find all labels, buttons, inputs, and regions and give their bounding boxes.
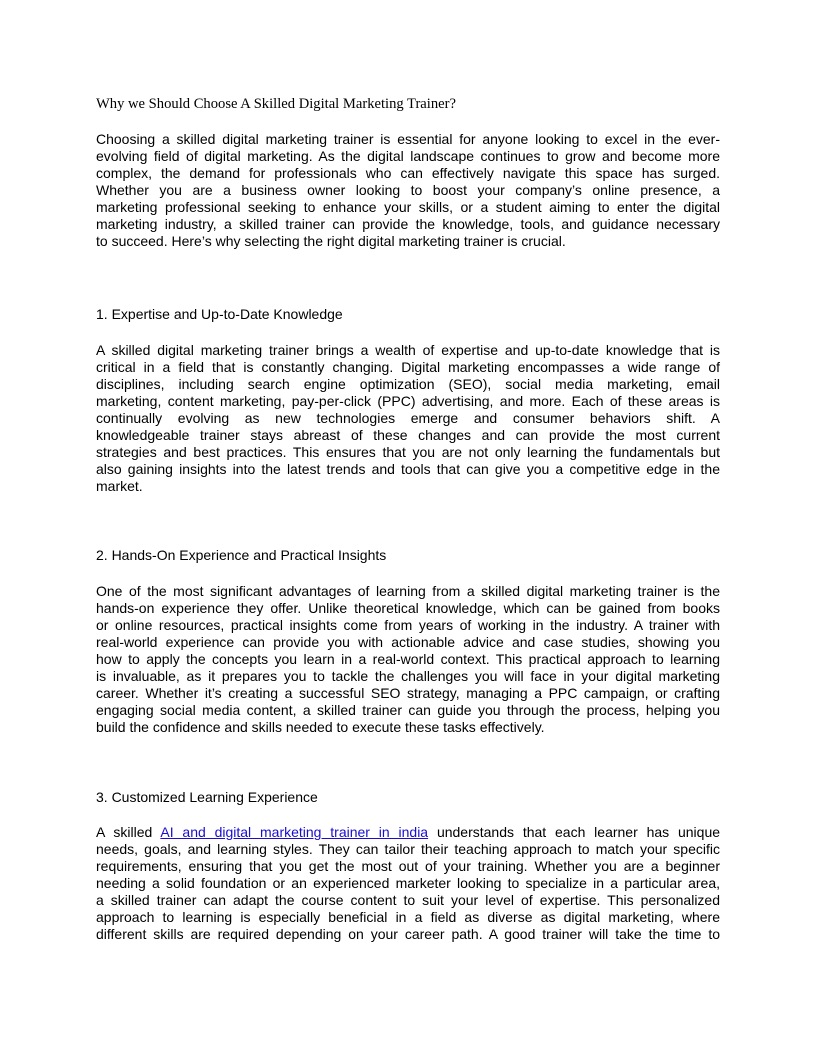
intro-line: Choosing a skilled digital marketing trainer is essential for anyone looking to excel in the ever- [96, 131, 720, 147]
paragraph-line: hands-on experience they offer. Unlike theoretical knowledge, which can be gained from books [96, 600, 720, 616]
trainer-link[interactable]: AI and digital marketing trainer in india [160, 824, 429, 840]
section-paragraph-expertise [96, 342, 720, 495]
intro-line: marketing professional seeking to enhance your skills, or a student aiming to enter the digital [96, 199, 720, 215]
paragraph-line: continually evolving as new technologies emerge and consumer behaviors shift. A [96, 410, 720, 426]
paragraph-line: strategies and best practices. This ensures that you are not only learning the fundamentals but [96, 444, 720, 460]
paragraph-line: needs, goals, and learning styles. They can tailor their teaching approach to match your specific [96, 841, 720, 857]
paragraph-line: also gaining insights into the latest trends and tools that can give you a competitive edge in the [96, 461, 720, 477]
section-heading-expertise: 1. Expertise and Up-to-Date Knowledge [96, 306, 343, 322]
paragraph-line: or online resources, practical insights come from years of working in the industry. A trainer with [96, 617, 720, 633]
paragraph-line: career. Whether it’s creating a successful SEO strategy, managing a PPC campaign, or crafting [96, 685, 720, 701]
paragraph-line: different skills are required depending on your career path. A good trainer will take the time to [96, 926, 720, 942]
paragraph-line: knowledgeable trainer stays abreast of these changes and can provide the most current [96, 427, 720, 443]
line-prefix: A skilled [96, 824, 153, 840]
paragraph-line: A skilled digital marketing trainer brings a wealth of expertise and up-to-date knowledge that is [96, 342, 720, 358]
paragraph-line: marketing, content marketing, pay-per-click (PPC) advertising, and more. Each of these areas is [96, 393, 720, 409]
section-paragraph-hands-on [96, 583, 720, 736]
paragraph-line: approach to learning is especially beneficial in a field as diverse as digital marketing, where [96, 909, 720, 925]
paragraph-line: real-world experience can provide you with actionable advice and case studies, showing you [96, 634, 720, 650]
paragraph-line: market. [96, 478, 143, 494]
paragraph-line: a skilled trainer can adapt the course content to suit your level of expertise. This personalized [96, 892, 720, 908]
intro-line: Whether you are a business owner looking to boost your company’s online presence, a [96, 182, 720, 198]
paragraph-line: is invaluable, as it prepares you to tackle the challenges you will face in your digital marketing [96, 668, 720, 684]
paragraph-line-with-link [96, 824, 720, 841]
paragraph-line: how to apply the concepts you learn in a real-world context. This practical approach to learning [96, 651, 720, 667]
section-paragraph-customized [96, 824, 720, 943]
intro-paragraph [96, 131, 720, 250]
paragraph-line: disciplines, including search engine optimization (SEO), social media marketing, email [96, 376, 720, 392]
paragraph-line: needing a solid foundation or an experienced marketer looking to specialize in a particular area, [96, 875, 720, 891]
paragraph-line: build the confidence and skills needed to execute these tasks effectively. [96, 719, 545, 735]
intro-line: complex, the demand for professionals who can effectively navigate this space has surged. [96, 165, 720, 181]
line-suffix: understands that each learner has unique [436, 824, 721, 840]
intro-line: marketing industry, a skilled trainer can provide the knowledge, tools, and guidance necessary [96, 216, 720, 232]
intro-line: to succeed. Here’s why selecting the right digital marketing trainer is crucial. [96, 233, 566, 249]
intro-line: evolving field of digital marketing. As the digital landscape continues to grow and become more [96, 148, 720, 164]
paragraph-line: engaging social media content, a skilled trainer can guide you through the process, helping you [96, 702, 720, 718]
paragraph-line: requirements, ensuring that you get the most out of your training. Whether you are a beginner [96, 858, 720, 874]
paragraph-line: critical in a field that is constantly changing. Digital marketing encompasses a wide range of [96, 359, 720, 375]
section-heading-hands-on: 2. Hands-On Experience and Practical Insights [96, 547, 387, 563]
paragraph-line: One of the most significant advantages of learning from a skilled digital marketing trainer is the [96, 583, 720, 599]
document-title: Why we Should Choose A Skilled Digital Marketing Trainer? [96, 96, 456, 112]
section-heading-customized: 3. Customized Learning Experience [96, 789, 318, 805]
